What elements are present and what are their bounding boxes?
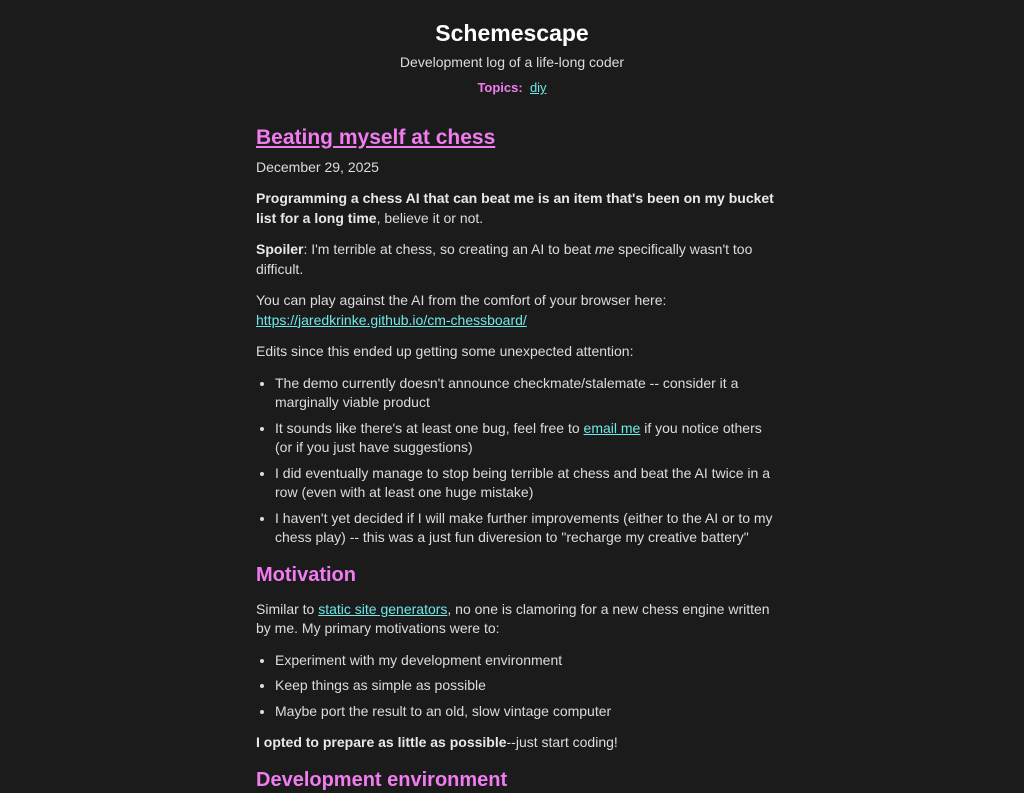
prepare-rest: --just start coding! <box>506 734 618 750</box>
prepare-bold: I opted to prepare as little as possible <box>256 734 507 750</box>
post-content <box>256 124 776 793</box>
email-link[interactable]: email me <box>583 419 641 436</box>
devenv-heading: Development environment <box>256 768 508 791</box>
intro-rest: , believe it or not. <box>376 209 484 226</box>
spoiler-emphasis: me <box>594 241 615 257</box>
list-item <box>275 419 776 458</box>
site-subtitle: Development log of a life-long coder <box>399 54 625 70</box>
site-title: Schemescape <box>435 20 589 46</box>
site-header <box>0 0 1024 97</box>
spoiler-paragraph <box>256 240 776 279</box>
list-item: • Experiment with my development environment <box>275 651 776 671</box>
edits-list <box>256 374 776 548</box>
motivation-text: Similar to <box>256 600 319 617</box>
motivation-text-end: , no one is clamoring for a new chess engine written by me. My primary motivations were to: <box>256 600 770 636</box>
topic-link-diy[interactable]: diy <box>529 80 547 95</box>
spoiler-text-end: specifically wasn't too difficult. <box>256 241 753 277</box>
intro-paragraph <box>256 189 776 228</box>
motivation-paragraph <box>256 600 776 639</box>
spoiler-text: : I'm terrible at chess, so creating an AI to beat <box>303 241 595 257</box>
topics-bar <box>0 79 1024 97</box>
list-item: • The demo currently doesn't announce checkmate/stalemate -- consider it a marginally viable product <box>275 374 776 413</box>
prepare-paragraph <box>256 733 776 753</box>
list-item: • I did eventually manage to stop being terrible at chess and beat the AI twice in a row (even with at least one huge mistake) <box>275 464 776 503</box>
intro-bold: Programming a chess AI that can beat me is an item that's been on my bucket list for a long time <box>256 190 774 226</box>
edits-intro: Edits since this ended up getting some unexpected attention: <box>256 343 634 359</box>
list-item-text: if you notice others (or if you just have suggestions) <box>275 419 762 455</box>
play-text: You can play against the AI from the comfort of your browser here: <box>256 292 667 308</box>
chessboard-link[interactable]: https://jaredkrinke.github.io/cm-chessboard/ <box>256 311 527 328</box>
motivation-heading: Motivation <box>256 563 356 586</box>
post-title <box>256 124 776 152</box>
motivations-list <box>256 651 776 722</box>
list-item-text: It sounds like there's at least one bug, feel free to <box>275 419 584 436</box>
list-item: • Maybe port the result to an old, slow vintage computer <box>275 702 776 722</box>
spoiler-label: Spoiler <box>256 241 304 257</box>
play-paragraph <box>256 291 776 330</box>
topics-label: Topics: <box>477 80 523 95</box>
list-item: • Keep things as simple as possible <box>275 676 776 696</box>
post-date: December 29, 2025 <box>256 159 379 175</box>
static-site-generators-link[interactable]: static site generators <box>318 600 448 617</box>
post-title-link[interactable]: Beating myself at chess <box>256 126 496 149</box>
list-item: • I haven't yet decided if I will make further improvements (either to the AI or to my chess play) -- this was a just fun diveresion to "recharge my creative battery" <box>275 509 776 548</box>
